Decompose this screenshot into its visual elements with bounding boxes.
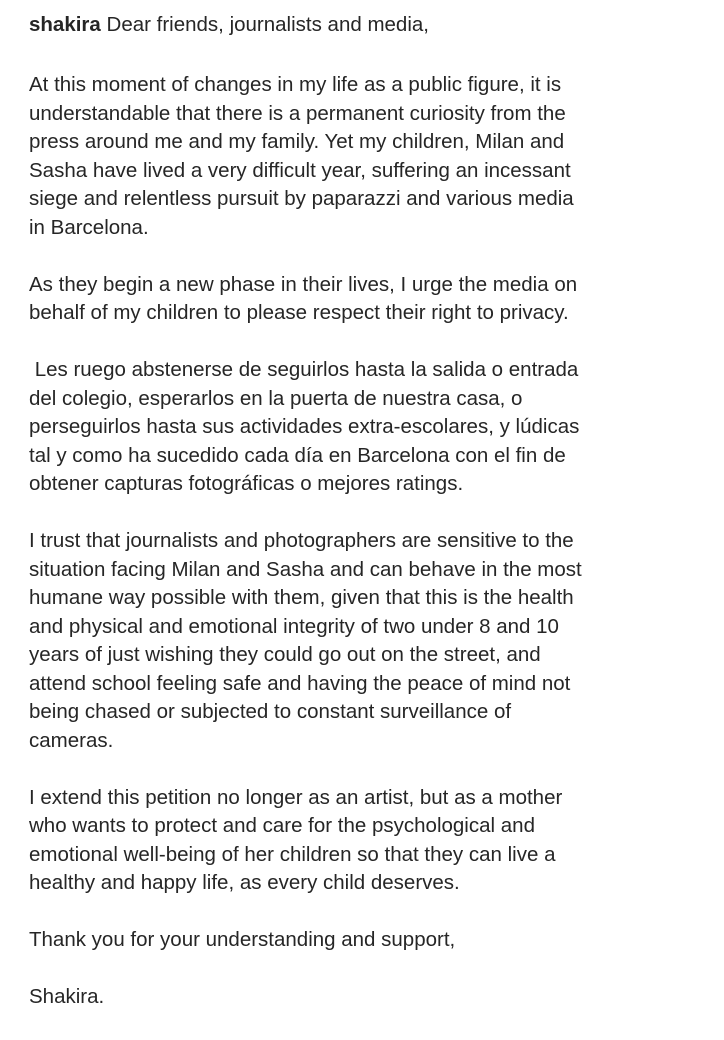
signature-text: Shakira. <box>29 985 105 1008</box>
paragraph-privacy-request <box>29 271 719 328</box>
text-line: I extend this petition no longer as an artist, but as a mother <box>29 785 563 809</box>
paragraph-press-curiosity <box>29 71 719 242</box>
text-line: understandable that there is a permanent curiosity from the <box>29 101 566 125</box>
text-line: behalf of my children to please respect their right to privacy. <box>29 301 569 324</box>
text-line: tal y como ha sucedido cada día en Barcelona con el fin de <box>29 443 566 467</box>
text-line: Les ruego abstenerse de seguirlos hasta la salida o entrada <box>29 358 579 381</box>
text-line: Sasha have lived a very difficult year, suffering an incessant <box>29 158 571 182</box>
text-line: who wants to protect and care for the psychological and <box>29 814 535 837</box>
signature <box>29 983 719 1012</box>
text-line: attend school feeling safe and having the peace of mind not <box>29 671 571 695</box>
post-caption <box>29 10 719 1040</box>
caption-header <box>29 10 719 40</box>
text-line: del colegio, esperarlos en la puerta de nuestra casa, o <box>29 386 523 410</box>
text-line: press around me and my family. Yet my children, Milan and <box>29 130 565 153</box>
text-line: healthy and happy life, as every child deserves. <box>29 871 460 894</box>
text-line: situation facing Milan and Sasha and can behave in the most <box>29 557 582 581</box>
text-line: being chased or subjected to constant surveillance of <box>29 700 512 723</box>
text-line: As they begin a new phase in their lives, I urge the media on <box>29 272 578 296</box>
text-line: Thank you for your understanding and support, <box>29 928 456 951</box>
text-line: in Barcelona. <box>29 215 149 239</box>
text-line: and physical and emotional integrity of two under 8 and 10 <box>29 614 559 638</box>
paragraph-trust-journalists <box>29 527 719 755</box>
text-line: obtener capturas fotográficas o mejores ratings. <box>29 472 464 495</box>
text-line: I trust that journalists and photographers are sensitive to the <box>29 529 574 552</box>
text-line: At this moment of changes in my life as a public figure, it is <box>29 73 562 96</box>
paragraph-spanish-request <box>29 356 719 499</box>
text-line: emotional well-being of her children so that they can live a <box>29 842 556 866</box>
text-line: cameras. <box>29 728 114 752</box>
paragraph-thanks <box>29 926 719 955</box>
text-line: humane way possible with them, given that this is the health <box>29 586 574 609</box>
paragraph-mother-petition <box>29 784 719 898</box>
username-link[interactable]: shakira <box>29 13 101 36</box>
text-line: years of just wishing they could go out on the street, and <box>29 643 541 666</box>
greeting-text: Dear friends, journalists and media, <box>106 13 429 36</box>
text-line: siege and relentless pursuit by paparazzi and various media <box>29 187 574 210</box>
text-line: perseguirlos hasta sus actividades extra-escolares, y lúdicas <box>29 415 580 438</box>
